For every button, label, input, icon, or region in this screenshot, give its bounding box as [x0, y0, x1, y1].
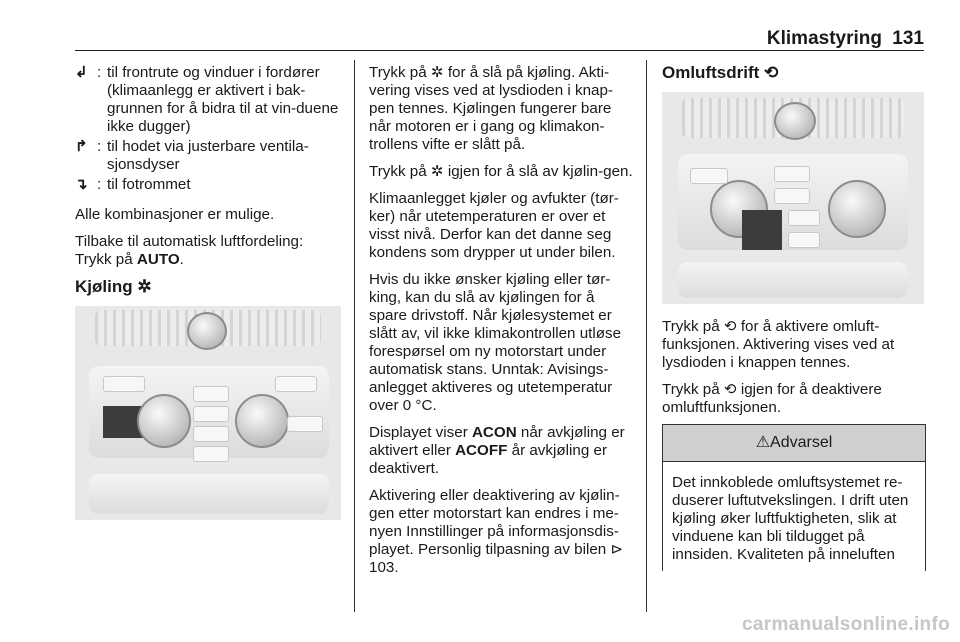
heading-recirculation: Omluftsdrift ⟲	[662, 63, 779, 82]
paragraph: Aktivering eller deaktivering av kjølin-gen etter motorstart kan endres i me-nyen Innstillinger på informasjonsdis-playet. Personlig tilpasning av bilen ⊳ 103.	[369, 487, 624, 576]
paragraph: Trykk på ⟲ igjen for å deaktivere omluftfunksjonen.	[662, 381, 882, 416]
watermark: carmanualsonline.info	[742, 614, 950, 635]
heading-cooling: Kjøling ✲	[75, 277, 152, 296]
section-title: Klimastyring	[766, 28, 882, 49]
acon-keyword: ACON	[471, 424, 517, 441]
definition-head: ↱ : til hodet via justerbare ventila-sjonsdyser	[75, 138, 343, 174]
auto-keyword: AUTO	[136, 251, 180, 268]
paragraph: Hvis du ikke ønsker kjøling eller tør-king, kan du slå av kjølingen for å spare drivstoff. Når kjølesystemet er slått av, vil ikke klimakontrollen utløse forespørsel om ny motorstart under automatisk stans. Unntak: Avisings-anlegget aktiveres og utetemperatur over 0 °C.	[369, 271, 622, 414]
warning-text: Det innkoblede omluftsystemet re-duserer luftutvekslingen. I drift uten kjøling øker luftfuktigheten, slik at vinduene kan bli tildugget på innsiden. Kvaliteten på inneluften	[672, 474, 909, 563]
recirculation-icon: ⟲	[764, 63, 779, 82]
column-divider-1	[354, 60, 355, 612]
column-divider-2	[646, 60, 647, 612]
definition-text: til fotrommet	[107, 176, 191, 193]
recirculation-button-highlight	[742, 210, 782, 250]
foot-airflow-icon: ↴	[75, 176, 88, 193]
page-reference-link[interactable]: ⊳ 103.	[369, 541, 624, 576]
definition-windscreen: ↲ : til frontrute og vinduer i fordører (klimaanlegg er aktivert i bak-grunnen for å bidra til at vin-duene ikke dugger)	[75, 64, 343, 136]
paragraph: Trykk på ✲ for å slå på kjøling. Akti-vering vises ved at lysdioden i knap-pen tennes. Kjølingen fungerer bare når motoren er i gang og klimakon-trollens vifte er slått på.	[369, 64, 613, 153]
column-3	[662, 64, 924, 426]
definition-foot: ↴ : til fotrommet	[75, 176, 343, 194]
paragraph: Tilbake til automatisk luftfordeling: Trykk på AUTO.	[75, 233, 304, 268]
column-1	[75, 64, 343, 520]
header-rule	[75, 50, 924, 51]
ac-snowflake-icon: ✲	[137, 277, 152, 296]
warning-box	[662, 424, 926, 571]
definition-text: til hodet via justerbare ventila-sjonsdyser	[107, 138, 309, 173]
acoff-keyword: ACOFF	[455, 442, 508, 459]
page-number: 131	[892, 28, 924, 49]
column-2	[369, 64, 635, 586]
head-airflow-icon: ↱	[75, 138, 88, 155]
climate-panel-photo-cooling	[75, 306, 341, 520]
left-temperature-knob	[137, 394, 191, 448]
windscreen-airflow-icon: ↲	[75, 64, 88, 81]
climate-panel-photo-recirculation	[662, 92, 924, 304]
definition-text: til frontrute og vinduer i fordører (klimaanlegg er aktivert i bak-grunnen for å bidra til at vin-duene ikke dugger)	[107, 64, 339, 135]
right-temperature-knob	[828, 180, 886, 238]
paragraph: Displayet viser ACON når avkjøling er aktivert eller ACOFF år avkjøling er deaktivert.	[369, 424, 625, 477]
warning-title: ⚠Advarsel	[663, 425, 925, 462]
paragraph: Alle kombinasjoner er mulige.	[75, 206, 275, 223]
right-temperature-knob	[235, 394, 289, 448]
paragraph: Trykk på ✲ igjen for å slå av kjølin-gen.	[369, 163, 633, 180]
paragraph: Trykk på ⟲ for å aktivere omluft-funksjonen. Aktivering vises ved at lysdioden i knappen tennes.	[662, 318, 895, 371]
paragraph: Klimaanlegget kjøler og avfukter (tør-ker) når utetemperaturen er over et visst nivå. Derfor kan det danne seg kondens som drypper ut under bilen.	[369, 190, 619, 261]
